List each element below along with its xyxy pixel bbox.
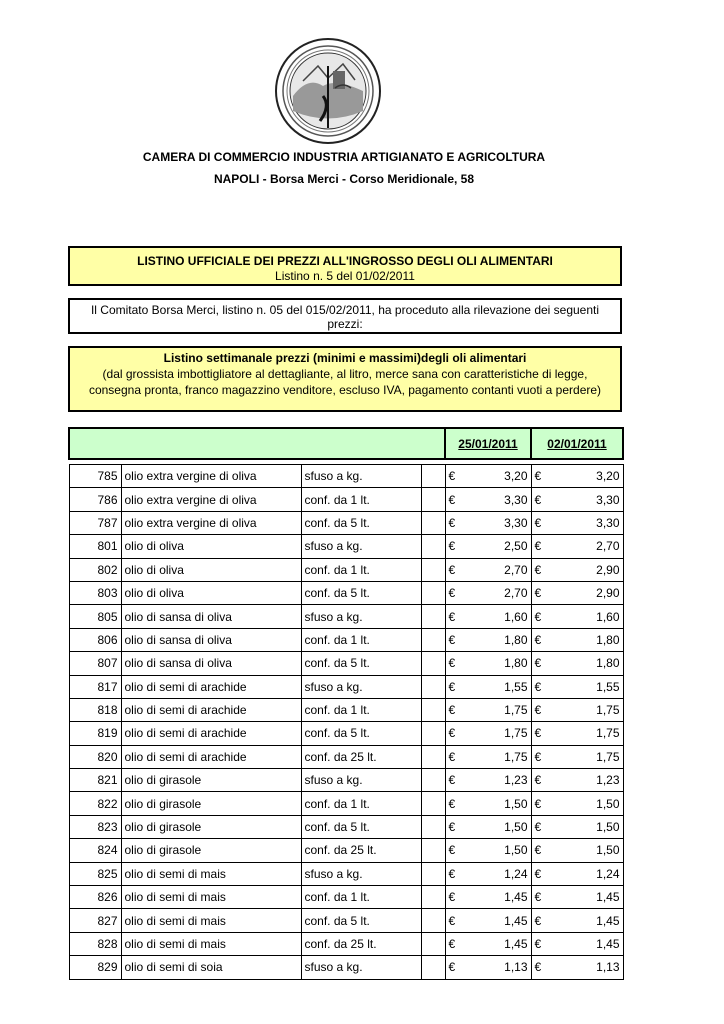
- package-type: sfuso a kg.: [301, 465, 421, 488]
- product-name: olio extra vergine di oliva: [121, 511, 301, 534]
- price-date-1: 1,13: [467, 956, 531, 979]
- table-row: [69, 722, 623, 745]
- currency-symbol: €: [445, 956, 467, 979]
- empty-cell: [421, 628, 445, 651]
- package-type: conf. da 5 lt.: [301, 511, 421, 534]
- price-date-2: 1,23: [553, 769, 623, 792]
- package-type: conf. da 25 lt.: [301, 932, 421, 955]
- table-row: [69, 839, 623, 862]
- currency-symbol: €: [531, 628, 553, 651]
- package-type: conf. da 1 lt.: [301, 792, 421, 815]
- table-row: [69, 652, 623, 675]
- currency-symbol: €: [531, 605, 553, 628]
- currency-symbol: €: [531, 815, 553, 838]
- currency-symbol: €: [531, 886, 553, 909]
- empty-cell: [421, 792, 445, 815]
- empty-cell: [421, 745, 445, 768]
- product-name: olio extra vergine di oliva: [121, 465, 301, 488]
- price-date-2: 3,30: [553, 511, 623, 534]
- table-header-row: [69, 428, 623, 459]
- currency-symbol: €: [531, 558, 553, 581]
- product-name: olio di semi di soia: [121, 956, 301, 979]
- product-code: 822: [69, 792, 121, 815]
- currency-symbol: €: [531, 535, 553, 558]
- product-code: 827: [69, 909, 121, 932]
- currency-symbol: €: [531, 698, 553, 721]
- currency-symbol: €: [531, 511, 553, 534]
- price-date-1: 3,30: [467, 488, 531, 511]
- product-name: olio di sansa di oliva: [121, 652, 301, 675]
- package-type: sfuso a kg.: [301, 535, 421, 558]
- product-name: olio di sansa di oliva: [121, 628, 301, 651]
- product-name: olio di girasole: [121, 792, 301, 815]
- price-date-2: 1,55: [553, 675, 623, 698]
- price-date-1: 1,80: [467, 652, 531, 675]
- empty-cell: [421, 488, 445, 511]
- currency-symbol: €: [531, 675, 553, 698]
- price-date-1: 1,50: [467, 792, 531, 815]
- product-name: olio di semi di arachide: [121, 675, 301, 698]
- currency-symbol: €: [531, 722, 553, 745]
- product-code: 803: [69, 581, 121, 604]
- currency-symbol: €: [531, 488, 553, 511]
- currency-symbol: €: [445, 535, 467, 558]
- currency-symbol: €: [445, 722, 467, 745]
- price-date-1: 3,30: [467, 511, 531, 534]
- price-date-2: 1,45: [553, 909, 623, 932]
- empty-cell: [421, 909, 445, 932]
- product-name: olio di oliva: [121, 581, 301, 604]
- package-type: conf. da 5 lt.: [301, 909, 421, 932]
- currency-symbol: €: [445, 886, 467, 909]
- product-code: 818: [69, 698, 121, 721]
- listino-line-2: consegna pronta, franco magazzino venditore, escluso IVA, pagamento contanti vuoti a perdere): [88, 383, 602, 397]
- currency-symbol: €: [531, 581, 553, 604]
- product-name: olio di oliva: [121, 535, 301, 558]
- product-code: 819: [69, 722, 121, 745]
- table-row: [69, 769, 623, 792]
- empty-cell: [421, 675, 445, 698]
- currency-symbol: €: [531, 652, 553, 675]
- organization-address: NAPOLI - Borsa Merci - Corso Meridionale, 58: [213, 172, 475, 186]
- package-type: conf. da 1 lt.: [301, 558, 421, 581]
- list-title-box: [68, 246, 622, 286]
- product-name: olio di girasole: [121, 815, 301, 838]
- currency-symbol: €: [531, 862, 553, 885]
- package-type: conf. da 25 lt.: [301, 745, 421, 768]
- price-date-1: 1,24: [467, 862, 531, 885]
- price-date-1: 2,50: [467, 535, 531, 558]
- product-name: olio di oliva: [121, 558, 301, 581]
- table-row: [69, 628, 623, 651]
- currency-symbol: €: [445, 862, 467, 885]
- empty-cell: [421, 558, 445, 581]
- currency-symbol: €: [445, 675, 467, 698]
- empty-cell: [421, 652, 445, 675]
- product-code: 801: [69, 535, 121, 558]
- currency-symbol: €: [531, 792, 553, 815]
- price-date-1: 1,50: [467, 839, 531, 862]
- currency-symbol: €: [445, 511, 467, 534]
- currency-symbol: €: [531, 465, 553, 488]
- empty-cell: [421, 862, 445, 885]
- price-date-2: 1,24: [553, 862, 623, 885]
- empty-cell: [421, 605, 445, 628]
- package-type: sfuso a kg.: [301, 956, 421, 979]
- price-date-1: 1,75: [467, 722, 531, 745]
- price-date-1: 3,20: [467, 465, 531, 488]
- price-date-2: 3,20: [553, 465, 623, 488]
- price-date-1: 1,45: [467, 909, 531, 932]
- currency-symbol: €: [531, 932, 553, 955]
- currency-symbol: €: [531, 769, 553, 792]
- product-name: olio di semi di mais: [121, 932, 301, 955]
- table-row: [69, 605, 623, 628]
- package-type: conf. da 5 lt.: [301, 652, 421, 675]
- table-row: [69, 815, 623, 838]
- price-date-2: 3,30: [553, 488, 623, 511]
- price-date-2: 1,80: [553, 628, 623, 651]
- list-title: LISTINO UFFICIALE DEI PREZZI ALL'INGROSSO DEGLI OLI ALIMENTARI: [137, 254, 553, 268]
- package-type: conf. da 5 lt.: [301, 815, 421, 838]
- listino-line-1: (dal grossista imbottigliatore al dettagliante, al litro, merce sana con caratteristiche di legge,: [102, 367, 588, 381]
- package-type: sfuso a kg.: [301, 605, 421, 628]
- price-date-1: 1,23: [467, 769, 531, 792]
- currency-symbol: €: [445, 652, 467, 675]
- product-name: olio di semi di mais: [121, 886, 301, 909]
- price-date-2: 1,50: [553, 815, 623, 838]
- price-date-2: 2,70: [553, 535, 623, 558]
- table-row: [69, 886, 623, 909]
- empty-cell: [421, 465, 445, 488]
- currency-symbol: €: [445, 465, 467, 488]
- product-name: olio di sansa di oliva: [121, 605, 301, 628]
- product-code: 786: [69, 488, 121, 511]
- product-code: 785: [69, 465, 121, 488]
- price-date-1: 1,80: [467, 628, 531, 651]
- product-name: olio di semi di mais: [121, 862, 301, 885]
- product-code: 817: [69, 675, 121, 698]
- chamber-seal-logo: [273, 36, 383, 146]
- price-date-2: 1,60: [553, 605, 623, 628]
- currency-symbol: €: [445, 745, 467, 768]
- price-date-1: 2,70: [467, 581, 531, 604]
- price-date-2: 1,13: [553, 956, 623, 979]
- date-column-1: 25/01/2011: [445, 428, 531, 459]
- currency-symbol: €: [445, 581, 467, 604]
- price-date-1: 1,50: [467, 815, 531, 838]
- empty-cell: [421, 769, 445, 792]
- price-date-1: 1,45: [467, 932, 531, 955]
- organization-name: CAMERA DI COMMERCIO INDUSTRIA ARTIGIANATO E AGRICOLTURA: [142, 150, 546, 164]
- price-date-2: 1,50: [553, 839, 623, 862]
- price-date-2: 1,50: [553, 792, 623, 815]
- listino-heading: Listino settimanale prezzi (minimi e massimi)degli oli alimentari: [163, 351, 527, 365]
- price-date-1: 1,75: [467, 698, 531, 721]
- product-code: 806: [69, 628, 121, 651]
- currency-symbol: €: [445, 815, 467, 838]
- product-code: 826: [69, 886, 121, 909]
- price-date-2: 2,90: [553, 558, 623, 581]
- table-row: [69, 698, 623, 721]
- date-column-2: 02/01/2011: [531, 428, 623, 459]
- table-row: [69, 862, 623, 885]
- package-type: conf. da 1 lt.: [301, 488, 421, 511]
- package-type: sfuso a kg.: [301, 769, 421, 792]
- table-row: [69, 581, 623, 604]
- product-code: 825: [69, 862, 121, 885]
- product-name: olio di semi di mais: [121, 909, 301, 932]
- product-code: 821: [69, 769, 121, 792]
- price-date-1: 1,55: [467, 675, 531, 698]
- empty-cell: [421, 886, 445, 909]
- package-type: sfuso a kg.: [301, 862, 421, 885]
- header-blank: [69, 428, 445, 459]
- currency-symbol: €: [531, 956, 553, 979]
- product-code: 807: [69, 652, 121, 675]
- currency-symbol: €: [445, 628, 467, 651]
- currency-symbol: €: [445, 488, 467, 511]
- product-name: olio di semi di arachide: [121, 698, 301, 721]
- currency-symbol: €: [445, 839, 467, 862]
- package-type: sfuso a kg.: [301, 675, 421, 698]
- empty-cell: [421, 581, 445, 604]
- empty-cell: [421, 932, 445, 955]
- price-date-1: 1,75: [467, 745, 531, 768]
- price-date-1: 2,70: [467, 558, 531, 581]
- product-name: olio di girasole: [121, 839, 301, 862]
- list-subtitle: Listino n. 5 del 01/02/2011: [275, 269, 415, 283]
- empty-cell: [421, 698, 445, 721]
- product-name: olio di semi di arachide: [121, 722, 301, 745]
- product-name: olio di semi di arachide: [121, 745, 301, 768]
- table-row: [69, 792, 623, 815]
- product-code: 829: [69, 956, 121, 979]
- package-type: conf. da 1 lt.: [301, 628, 421, 651]
- currency-symbol: €: [445, 769, 467, 792]
- currency-symbol: €: [445, 605, 467, 628]
- package-type: conf. da 1 lt.: [301, 698, 421, 721]
- price-date-2: 1,45: [553, 886, 623, 909]
- price-date-1: 1,60: [467, 605, 531, 628]
- table-row: [69, 956, 623, 979]
- price-date-2: 1,80: [553, 652, 623, 675]
- price-date-2: 1,75: [553, 745, 623, 768]
- product-code: 802: [69, 558, 121, 581]
- product-code: 823: [69, 815, 121, 838]
- empty-cell: [421, 956, 445, 979]
- table-row: [69, 909, 623, 932]
- currency-symbol: €: [445, 792, 467, 815]
- table-row: [69, 535, 623, 558]
- listino-description-box: [68, 346, 622, 412]
- product-code: 787: [69, 511, 121, 534]
- package-type: conf. da 5 lt.: [301, 722, 421, 745]
- table-row: [69, 511, 623, 534]
- package-type: conf. da 1 lt.: [301, 886, 421, 909]
- table-row: [69, 745, 623, 768]
- product-name: olio extra vergine di oliva: [121, 488, 301, 511]
- product-code: 805: [69, 605, 121, 628]
- price-date-2: 2,90: [553, 581, 623, 604]
- price-table: [68, 427, 624, 980]
- empty-cell: [421, 839, 445, 862]
- price-date-2: 1,75: [553, 722, 623, 745]
- price-date-1: 1,45: [467, 886, 531, 909]
- empty-cell: [421, 511, 445, 534]
- product-name: olio di girasole: [121, 769, 301, 792]
- product-code: 820: [69, 745, 121, 768]
- package-type: conf. da 25 lt.: [301, 839, 421, 862]
- product-code: 824: [69, 839, 121, 862]
- price-date-2: 1,75: [553, 698, 623, 721]
- empty-cell: [421, 815, 445, 838]
- package-type: conf. da 5 lt.: [301, 581, 421, 604]
- currency-symbol: €: [531, 839, 553, 862]
- currency-symbol: €: [531, 909, 553, 932]
- currency-symbol: €: [445, 558, 467, 581]
- empty-cell: [421, 722, 445, 745]
- currency-symbol: €: [531, 745, 553, 768]
- currency-symbol: €: [445, 909, 467, 932]
- table-row: [69, 675, 623, 698]
- table-row: [69, 558, 623, 581]
- empty-cell: [421, 535, 445, 558]
- table-row: [69, 932, 623, 955]
- currency-symbol: €: [445, 698, 467, 721]
- table-row: [69, 465, 623, 488]
- currency-symbol: €: [445, 932, 467, 955]
- table-row: [69, 488, 623, 511]
- price-date-2: 1,45: [553, 932, 623, 955]
- intro-text: Il Comitato Borsa Merci, listino n. 05 del 015/02/2011, ha proceduto alla rilevazione dei seguenti prezzi:: [68, 298, 622, 334]
- product-code: 828: [69, 932, 121, 955]
